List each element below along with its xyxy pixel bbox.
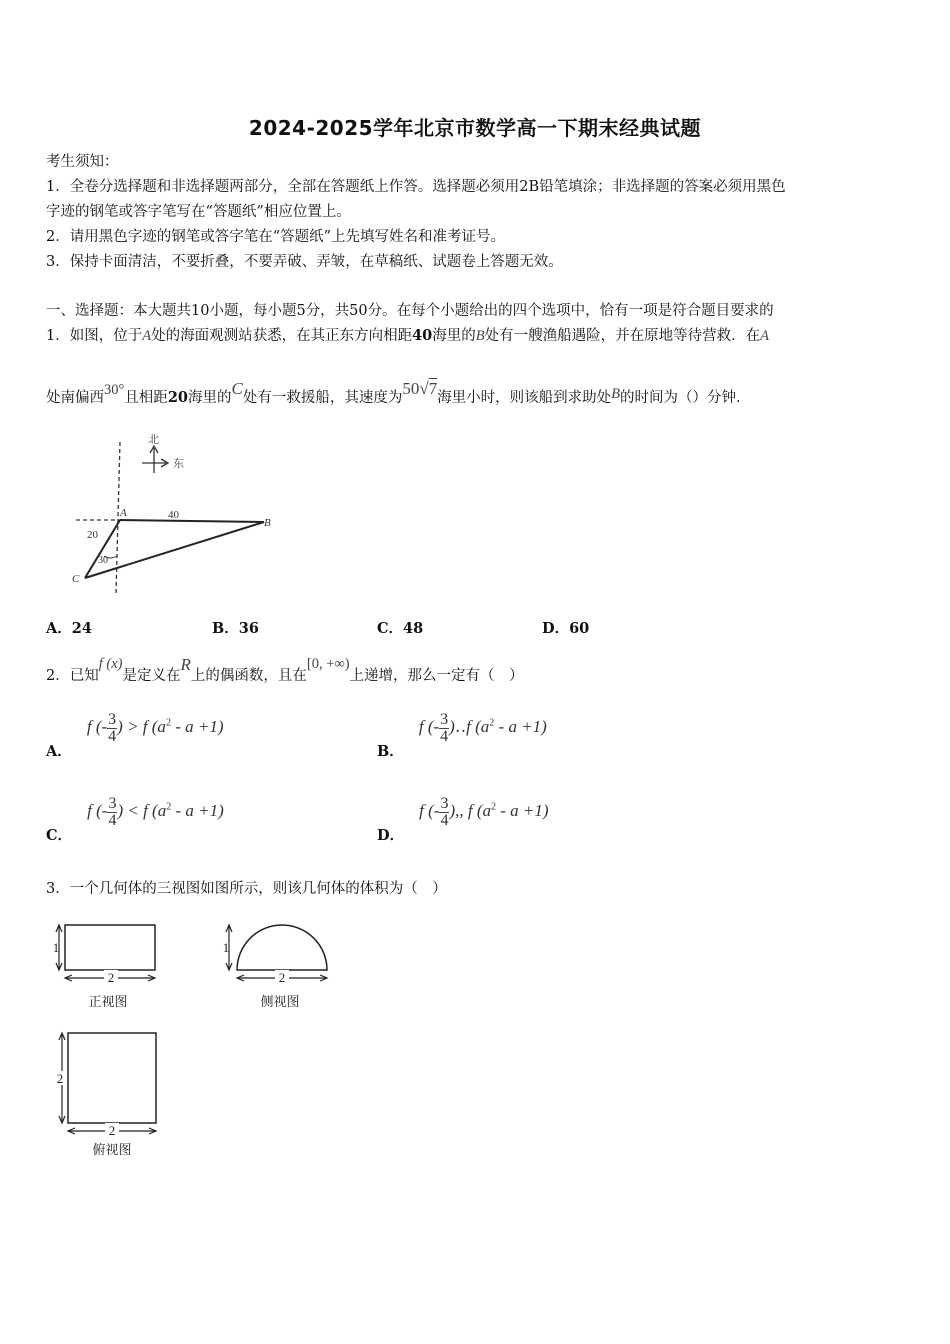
option-letter: C．: [46, 827, 73, 845]
q2-r: R: [180, 655, 191, 674]
expr-lhs: f (-: [419, 801, 440, 821]
notice-line-2: 2．请用黑色字迹的钢笔或答字笔在“答题纸”上先填写姓名和准考证号。: [46, 229, 506, 245]
q1-figure: [60, 428, 300, 600]
q1-text-part: 海里的: [188, 390, 232, 406]
option-value: 24: [71, 620, 92, 637]
side-view-label: 侧视图: [260, 994, 300, 1009]
expr-lhs: f (-: [86, 717, 108, 737]
q1-text-part: 1．如图，位于: [46, 328, 143, 344]
fraction: [439, 712, 449, 745]
q2-option-c[interactable]: [46, 795, 224, 845]
expr-rhs: - a +1): [170, 717, 224, 737]
q2-text-part: 是定义在: [122, 668, 181, 684]
expr-lhs: f (-: [418, 717, 440, 737]
page-title: 2024-2025学年北京市数学高一下期末经典试题: [248, 116, 702, 140]
q2-text-part: 上的偶函数，且在: [190, 668, 307, 684]
option-expression: [86, 711, 224, 745]
expr-rel: ) > f (a: [117, 717, 166, 737]
option-letter: D．: [377, 827, 405, 845]
fraction-den: 4: [108, 812, 117, 829]
expr-lhs: f (-: [87, 801, 108, 821]
q2-stem: [46, 655, 524, 688]
q2-fx: f (x): [98, 656, 123, 672]
label-40: 40: [168, 509, 179, 521]
q1-speed-radicand: 7: [428, 379, 438, 398]
q1-line-1: [46, 324, 769, 348]
notice-line-1a: 1．全卷分选择题和非选择题两部分，全部在答题纸上作答。选择题必须用2B铅笔填涂；非选择题的答案必须用黑色: [46, 179, 786, 195]
q3-stem: 3．一个几何体的三视图如图所示，则该几何体的体积为（ ）: [46, 881, 447, 897]
q2-option-d[interactable]: [377, 795, 549, 845]
front-width-label: 2: [107, 970, 115, 985]
expr-rel: )‥f (a: [449, 717, 490, 737]
expr-exp: 2: [489, 717, 495, 729]
notice-line-3: 3．保持卡面清洁，不要折叠，不要弄破、弄皱，在草稿纸、试题卷上答题无效。: [46, 254, 563, 270]
q1-line-2: [46, 379, 751, 410]
point-b-label: B: [264, 517, 271, 529]
notice-heading: 考生须知：: [46, 154, 119, 170]
option-value: 60: [569, 620, 590, 637]
q1-text-part: 且相距: [124, 390, 168, 406]
q1-option-d[interactable]: [542, 617, 589, 641]
fraction-den: 4: [108, 728, 117, 745]
notice-line-1b: 字迹的钢笔或答字笔写在“答题纸”相应位置上。: [46, 204, 351, 220]
q1-distance-20: 20: [167, 389, 188, 406]
q1-text-part: 处有一艘渔船遇险，并在原地等待营救．在: [484, 328, 761, 344]
q1-option-c[interactable]: [377, 617, 423, 641]
q2-option-a[interactable]: [46, 711, 224, 761]
expr-exp: 2: [165, 717, 171, 729]
front-height-label: 1: [52, 940, 60, 955]
segment-ab: [120, 520, 264, 522]
segment-cb: [85, 522, 264, 578]
side-view-figure: [218, 918, 336, 1014]
q1-var-b: B: [611, 386, 621, 402]
q2-text-part: 上递增，那么一定有（ ）: [349, 668, 524, 684]
option-value: 48: [403, 620, 424, 637]
q1-option-a[interactable]: [46, 617, 92, 641]
option-letter: D．: [542, 620, 570, 637]
point-a-label: A: [120, 507, 127, 519]
q1-angle: 30°: [104, 382, 125, 398]
expr-rel: ),, f (a: [449, 801, 492, 821]
semicircle-shape: [237, 925, 327, 970]
q1-speed-coef: 50: [402, 379, 420, 398]
option-letter: A．: [46, 743, 72, 761]
q1-var-a: A: [760, 328, 769, 344]
q1-var-a: A: [142, 328, 152, 344]
fraction: [107, 796, 117, 829]
front-view-rect: [65, 925, 155, 970]
fraction-num: 3: [108, 795, 117, 812]
front-view-label: 正视图: [88, 994, 128, 1009]
label-20: 20: [87, 529, 98, 541]
q1-speed: 50√7: [402, 379, 438, 398]
top-view-rect: [68, 1033, 156, 1123]
option-letter: C．: [377, 620, 404, 637]
q2-text-part: 2．已知: [46, 668, 99, 684]
label-30: 30: [98, 555, 108, 566]
front-view-figure: [48, 918, 166, 1014]
q1-text-part: 的时间为（）分钟．: [620, 390, 751, 406]
top-view-label: 俯视图: [92, 1142, 132, 1157]
q2-interval: [0, +∞): [306, 656, 350, 672]
option-value: 36: [238, 620, 259, 637]
top-height-label: 2: [56, 1071, 64, 1086]
q1-var-c: C: [231, 379, 243, 398]
option-letter: B．: [377, 743, 404, 761]
q1-text-part: 海里小时，则该船到求助处: [437, 390, 612, 406]
fraction-den: 4: [440, 728, 449, 745]
q1-var-b: B: [475, 328, 485, 344]
q1-text-part: 处有一救援船，其速度为: [242, 390, 403, 406]
option-expression: [419, 795, 549, 829]
q1-text-part: 处的海面观测站获悉，在其正东方向相距: [151, 328, 413, 344]
q2-option-b[interactable]: [377, 711, 547, 761]
q1-option-b[interactable]: [212, 617, 259, 641]
fraction: [107, 712, 117, 745]
expr-exp: 2: [491, 801, 497, 813]
option-letter: A．: [46, 620, 72, 637]
fraction: [439, 796, 449, 829]
fraction-num: 3: [440, 711, 449, 728]
top-view-figure: [48, 1026, 166, 1160]
expr-rhs: - a +1): [171, 801, 224, 821]
expr-rhs: - a +1): [496, 801, 549, 821]
option-letter: B．: [212, 620, 239, 637]
expr-exp: 2: [166, 801, 172, 813]
expr-rhs: - a +1): [494, 717, 547, 737]
north-label: 北: [148, 434, 159, 446]
fraction-num: 3: [440, 795, 449, 812]
fraction-num: 3: [108, 711, 117, 728]
option-expression: [87, 795, 224, 829]
q1-distance-40: 40: [412, 327, 433, 344]
point-c-label: C: [72, 573, 80, 585]
expr-rel: ) < f (a: [117, 801, 167, 821]
east-label: 东: [173, 458, 184, 470]
q1-text-part: 海里的: [432, 328, 476, 344]
section-1-heading: 一、选择题：本大题共10小题，每小题5分，共50分。在每个小题给出的四个选项中，恰有一项是符合题目要求的: [46, 303, 774, 319]
option-expression: [418, 711, 547, 745]
side-height-label: 1: [222, 940, 230, 955]
fraction-den: 4: [440, 812, 449, 829]
q1-text-part: 处南偏西: [46, 390, 104, 406]
side-width-label: 2: [278, 970, 286, 985]
top-width-label: 2: [108, 1123, 116, 1138]
